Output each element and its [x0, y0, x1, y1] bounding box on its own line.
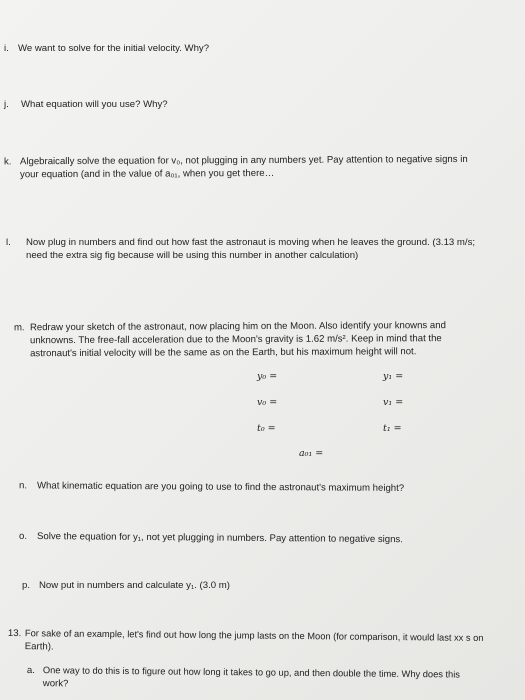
question-label: m. — [13, 322, 25, 334]
question-text: What equation will you use? Why? — [21, 99, 168, 110]
question-text-line2: need the extra sig fig because will be using this number in another calculation) — [26, 250, 359, 261]
question-13a — [27, 664, 517, 697]
question-text: Solve the equation for y₁, not yet plugging in numbers. Pay attention to negative signs. — [36, 531, 403, 546]
question-text-line2: unknowns. The free-fall acceleration due to the Moon's gravity is 1.62 m/s². Keep in mind that the — [29, 333, 442, 347]
question-label: n. — [18, 480, 28, 492]
question-m — [14, 319, 519, 362]
var-v1: v₁ = — [383, 397, 404, 408]
question-text-line2: Earth). — [24, 641, 54, 653]
question-n — [19, 479, 509, 496]
question-text-line1: Redraw your sketch of the astronaut, now placing him on the Moon. Also identify your knowns and — [29, 320, 446, 334]
question-label: a. — [26, 664, 36, 677]
question-text: We want to solve for the initial velocity. Why? — [18, 43, 210, 54]
var-y0: y₀ = — [257, 371, 278, 382]
var-t1: t₁ = — [383, 423, 402, 434]
question-l — [6, 236, 518, 264]
question-o — [19, 530, 509, 548]
question-label: p. — [22, 580, 31, 591]
question-label: 13. — [7, 627, 22, 640]
question-text-line2: work? — [42, 678, 69, 690]
question-text-line3: astronaut's initial velocity will be the same as on the Earth, but his maximum height will not. — [30, 346, 417, 360]
question-text: What kinematic equation are you going to use to find the astronaut's maximum height? — [36, 480, 405, 494]
question-text-line1: One way to do this is to figure out how long it takes to go up, and then double the time. Why does this — [42, 665, 461, 680]
question-label: j. — [4, 99, 9, 110]
question-text-line1: For sake of an example, let's find out how long the jump lasts on the Moon (for comparison, it would last xx s on — [24, 628, 484, 643]
question-text-line1: Now plug in numbers and find out how fast the astronaut is moving when he leaves the ground. (3.13 m/s; — [26, 237, 476, 248]
question-i — [4, 42, 504, 56]
question-text: Now put in numbers and calculate y₁. (3.0 m) — [39, 580, 230, 591]
question-p — [22, 579, 502, 593]
question-label: l. — [6, 237, 11, 248]
var-v0: v₀ = — [257, 397, 278, 408]
question-text-line2: your equation (and in the value of a₀₁, when you get there… — [20, 167, 275, 181]
var-t0: t₀ = — [257, 423, 276, 434]
question-label: o. — [18, 530, 28, 542]
question-k — [4, 153, 519, 184]
var-y1: y₁ = — [383, 371, 404, 382]
question-label: k. — [3, 156, 12, 168]
var-a01: a₀₁ = — [299, 448, 324, 459]
question-13 — [8, 627, 520, 660]
question-text-line1: Algebraically solve the equation for v₀, not plugging in any numbers yet. Pay attention to negative signs in — [19, 153, 468, 168]
question-label: i. — [4, 43, 9, 54]
question-j — [4, 98, 504, 112]
